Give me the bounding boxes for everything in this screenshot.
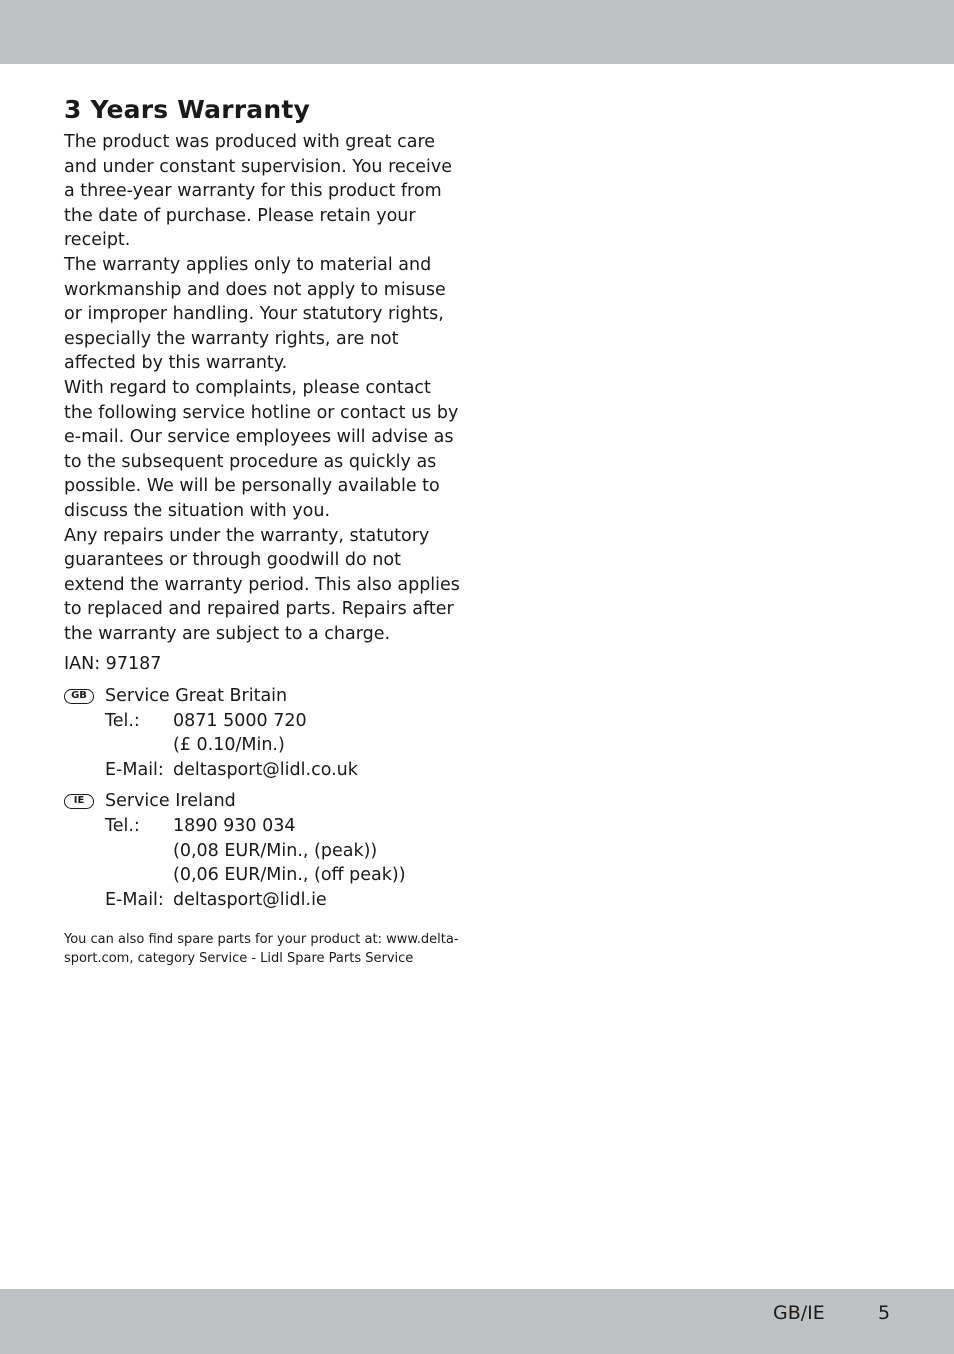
tel-number: 1890 930 034	[173, 816, 296, 837]
spare-parts-note: You can also find spare parts for your product at: www.delta-sport.com, category Service - Lidl Spare Parts Service	[64, 932, 459, 967]
email-address: deltasport@lidl.ie	[173, 889, 327, 910]
service-great-britain	[64, 684, 464, 782]
email-label: E-Mail:	[105, 889, 164, 910]
warranty-paragraph-1: The product was produced with great care and under constant supervision. You receive a three-year warranty for this product from the date of purchase. Please retain your receipt.	[64, 132, 453, 251]
warranty-paragraph-3: With regard to complaints, please contact the following service hotline or contact us by e-mail. Our service employees will advise as to the subsequent procedure as quickly as possible. We will be personally available to discuss the situation with you.	[64, 377, 459, 521]
page-number: 5	[878, 1302, 891, 1324]
email-row	[105, 888, 464, 913]
gb-country-badge: GB	[64, 689, 94, 704]
tel-label: Tel.:	[105, 710, 140, 731]
tel-number: 0871 5000 720	[173, 710, 307, 731]
service-name: Service Ireland	[105, 791, 236, 812]
service-name: Service Great Britain	[105, 686, 288, 707]
email-address: deltasport@lidl.co.uk	[173, 759, 358, 780]
ian-number: IAN: 97187	[64, 654, 162, 675]
footer-language: GB/IE	[773, 1302, 825, 1324]
email-row	[105, 758, 464, 783]
warranty-paragraph-4: Any repairs under the warranty, statutory guarantees or through goodwill do not extend the warranty period. This also applies to replaced and repaired parts. Repairs after the warranty are subject to a charge.	[64, 525, 460, 644]
page-title: 3 Years Warranty	[64, 95, 310, 124]
service-ireland	[64, 789, 464, 912]
tel-note: (£ 0.10/Min.)	[173, 735, 285, 756]
tel-note-row	[105, 863, 464, 888]
header-band	[0, 0, 954, 64]
ie-country-badge: IE	[64, 794, 94, 809]
tel-label: Tel.:	[105, 816, 140, 837]
tel-row	[105, 709, 464, 734]
email-label: E-Mail:	[105, 759, 164, 780]
warranty-section	[64, 92, 464, 968]
warranty-paragraph-2: The warranty applies only to material and workmanship and does not apply to misuse or improper handling. Your statutory rights, especially the warranty rights, are not affected by this warranty.	[64, 254, 446, 374]
tel-note-row	[105, 733, 464, 758]
tel-note-row	[105, 839, 464, 864]
tel-row	[105, 814, 464, 839]
tel-note-peak: (0,08 EUR/Min., (peak))	[173, 840, 378, 861]
tel-note-off-peak: (0,06 EUR/Min., (off peak))	[173, 865, 406, 886]
